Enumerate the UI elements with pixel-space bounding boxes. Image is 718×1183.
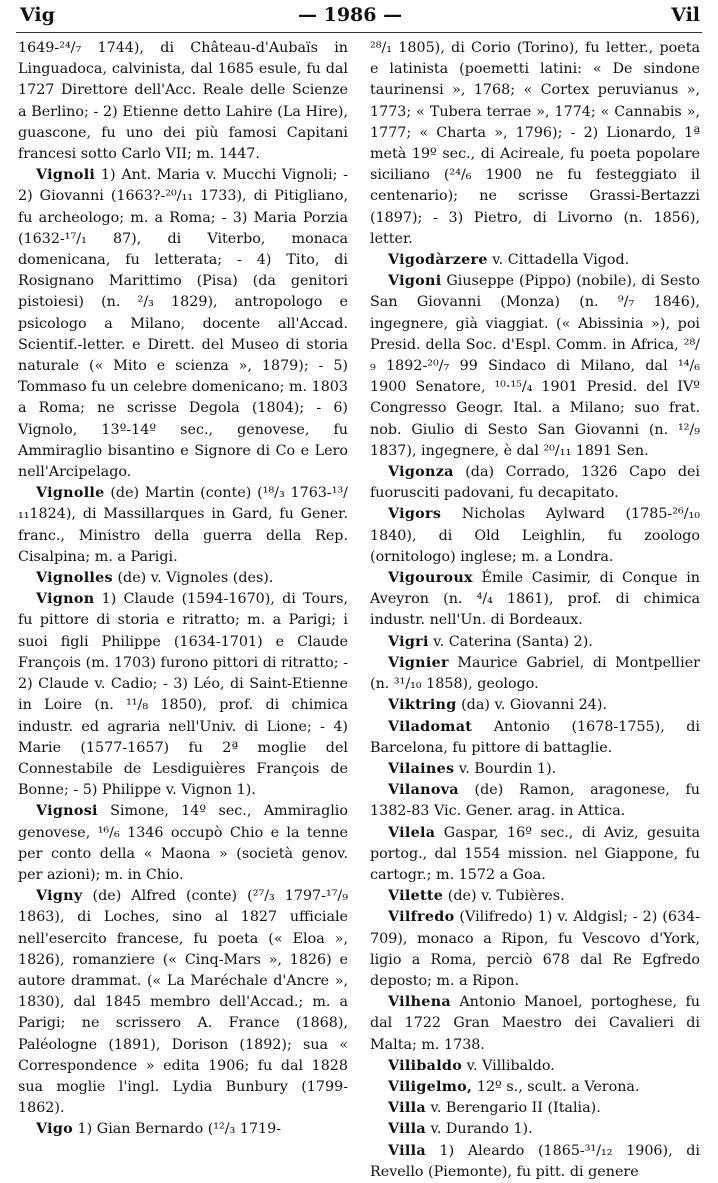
entry-text: Gaspar, 16º sec., di Aviz, gesuita portog., dal 1554 mission. nel Giappone, fu cartogr.; m. 1572 a Goa.	[370, 824, 700, 883]
entry-text: v. Durando 1).	[425, 1121, 533, 1138]
entry-headword: Vignier	[388, 654, 449, 671]
entry-text: Antonio (1678-1755), di Barcelona, fu pittore di battaglie.	[370, 718, 700, 756]
entry-text: (de) Alfred (conte) (²⁷/₃ 1797-¹⁷/₉ 1863), di Loches, sino al 1827 ufficiale nell'esercito francese, fu poeta (« Eloa », 1826), romanziere (« Cinq-Mars », 1826) e autore drammat. (« La Maréchale d'Ancre », 1830), dal 1845 membro dell'Accad.; m. a Parigi; ne scrissero A. France (1868), Paléologne (1891), Dorison (1892); sua « Correspondence » edita 1906; fu dal 1828 sua moglie l'ingl. Lydia Bunbury (1799-1862).	[18, 888, 348, 1117]
entry-headword: Vilfredo	[388, 909, 455, 926]
entry-headword: Vignosi	[36, 803, 98, 820]
dictionary-entry	[370, 1098, 700, 1119]
entry-headword: Vigors	[388, 506, 442, 523]
entry-text: Nicholas Aylward (1785-²⁶/₁₀ 1840), di Old Leighlin, fu zoologo (ornitologo) inglese; m. a Londra.	[370, 506, 700, 565]
entry-text: 1649-²⁴/₇ 1744), di Château-d'Aubaïs in Linguadoca, calvinista, dal 1685 esule, fu dal 1727 Direttore dell'Acc. Reale delle Scienze a Berlino; - 2) Etienne detto Lahire (La Hire), guascone, fu uno dei più famosi Capitani francesi sotto Carlo VII; m. 1447.	[18, 40, 348, 163]
entry-text: v. Berengario II (Italia).	[425, 1100, 601, 1117]
entry-text: 1) Ant. Maria v. Mucchi Vignoli; - 2) Giovanni (1663?-²⁰/₁₁ 1733), di Pitigliano, fu archeologo; m. a Roma; - 3) Maria Porzia (1632-¹⁷/₁ 87), di Viterbo, monaca domenicana, fu letterata; - 4) Tito, di Rosignano Marittimo (Pisa) (da genitori pistoiesi) (n. ²/₃ 1829), antropologo e psicologo a Milano, docente all'Accad. Scientif.-letter. e Dirett. del Museo di storia naturale (« Mito e scienza », 1879); - 5) Tommaso fu un celebre domenicano; m. 1803 a Roma; ne scrisse Degola (1804); - 6) Vignolo, 13º-14º sec., genovese, fu Ammiraglio bisantino e Signore di Co e Lero nell'Arcipelago.	[18, 167, 348, 481]
entry-headword: Vignolle	[36, 485, 105, 502]
dictionary-entry	[370, 568, 700, 632]
entry-text: (Vilifredo) 1) v. Aldgisl; - 2) (634-709), monaco a Ripon, fu Vescovo d'York, ligio a Roma, perciò 678 dal Re Egfredo deposto; m. a Ripon.	[370, 909, 700, 989]
entry-text: 1) Aleardo (1865-³¹/₁₂ 1906), di Revello (Piemonte), fu pitt. di genere	[370, 1142, 700, 1180]
entry-headword: Viligelmo,	[388, 1078, 473, 1095]
entry-headword: Vigo	[36, 1121, 74, 1138]
entry-headword: Villa	[388, 1142, 426, 1159]
entry-text: (de) v. Vignoles (des).	[112, 570, 274, 587]
dictionary-entry	[370, 462, 700, 504]
entry-text: Émile Casimir, di Conque in Aveyron (n. ⁴/₄ 1861), prof. di chimica industr. nell'Un. di Bordeaux.	[370, 570, 700, 629]
dictionary-entry	[370, 695, 700, 716]
dictionary-entry	[18, 886, 348, 1119]
entry-text: (de) Martin (conte) (¹⁸/₃ 1763-¹³/₁₁1824), di Massillarques in Gard, fu Gener. franc., Ministro della guerra della Rep. Cisalpina; m. a Parigi.	[18, 485, 348, 565]
entry-headword: Vigodàrzere	[388, 252, 488, 269]
entry-headword: Vigoni	[388, 273, 442, 290]
dictionary-entry	[370, 759, 700, 780]
entry-headword: Vignon	[36, 591, 95, 608]
dictionary-entry	[370, 1077, 700, 1098]
page-header	[0, 0, 718, 34]
dictionary-entry	[370, 907, 700, 992]
entry-text: v. Caterina (Santa) 2).	[428, 633, 593, 650]
header-right-guide-word: Vil	[671, 4, 700, 26]
dictionary-entry	[370, 1141, 700, 1183]
entry-headword: Vilaines	[388, 760, 455, 777]
entry-headword: Vilhena	[388, 994, 451, 1011]
dictionary-entry	[370, 1119, 700, 1140]
entry-headword: Villa	[388, 1121, 426, 1138]
dictionary-entry	[370, 632, 700, 653]
dictionary-entry	[18, 483, 348, 568]
dictionary-entry	[370, 823, 700, 887]
dictionary-entry	[370, 271, 700, 462]
dictionary-entry	[370, 653, 700, 695]
entry-headword: Vignoli	[36, 167, 96, 184]
entry-text: Simone, 14º sec., Ammiraglio genovese, ¹⁶/₆ 1346 occupò Chio e la tenne per conto della « Maona » (società genov. per azioni); m. in Chio.	[18, 803, 348, 883]
entry-headword: Vilette	[388, 888, 444, 905]
dictionary-entry	[18, 589, 348, 801]
entry-headword: Viktring	[388, 697, 457, 714]
right-column	[370, 38, 700, 1180]
entry-headword: Villa	[388, 1100, 426, 1117]
dictionary-entry	[370, 780, 700, 822]
dictionary-entry	[370, 1056, 700, 1077]
entry-text: v. Cittadella Vigod.	[487, 252, 630, 269]
entry-headword: Vignolles	[36, 570, 113, 587]
entry-text: 12º s., scult. a Verona.	[472, 1078, 640, 1095]
header-left-guide-word: Vig	[20, 4, 55, 26]
entry-text: (de) v. Tubières.	[443, 888, 565, 905]
dictionary-entry	[18, 568, 348, 589]
entry-text: Antonio Manoel, portoghese, fu dal 1722 Gran Maestro dei Cavalieri di Malta; m. 1738.	[370, 994, 700, 1053]
entry-headword: Vilibaldo	[388, 1057, 463, 1074]
dictionary-entry	[370, 250, 700, 271]
entry-headword: Vilanova	[388, 782, 459, 799]
header-rule	[16, 32, 702, 33]
entry-headword: Vigouroux	[388, 570, 473, 587]
entry-text: v. Bourdin 1).	[454, 760, 557, 777]
entry-text: v. Villibaldo.	[462, 1057, 555, 1074]
page-number: — 1986 —	[298, 4, 403, 26]
dictionary-entry	[18, 165, 348, 483]
entry-headword: Vigny	[36, 888, 83, 905]
dictionary-entry	[370, 38, 700, 250]
dictionary-entry	[370, 886, 700, 907]
entry-text: Maurice Gabriel, di Montpellier (n. ³¹/₁₀ 1858), geologo.	[370, 654, 700, 693]
entry-headword: Vigri	[388, 633, 429, 650]
entry-text: ²⁸/₁ 1805), di Corio (Torino), fu letter., poeta e latinista (poemetti latini: « De sindone taurinensi », 1768; « Cortex peruvianus », 1773; « Tubera terrae », 1774; « Cannabis », 1777; « Charta », 1796); - 2) Lionardo, 1ª metà 19º sec., di Acireale, fu poeta popolare siciliano (²⁴/₆ 1900 ne fu festeggiato il centenario); ne scrisse Grassi-Bertazzi (1897); - 3) Pietro, di Livorno (n. 1856), letter.	[370, 40, 700, 247]
entry-headword: Vigonza	[388, 464, 454, 481]
entry-text: (de) Ramon, aragonese, fu 1382-83 Vic. Gener. arag. in Attica.	[370, 782, 700, 820]
dictionary-entry	[370, 992, 700, 1056]
dictionary-entry	[18, 1119, 348, 1140]
left-column	[18, 38, 348, 1138]
entry-headword: Vilela	[388, 824, 436, 841]
entry-headword: Viladomat	[388, 718, 473, 735]
entry-text: 1) Gian Bernardo (¹²/₃ 1719-	[73, 1121, 282, 1138]
dictionary-entry	[18, 38, 348, 165]
dictionary-entry	[18, 801, 348, 886]
entry-text: (da) Corrado, 1326 Capo dei fuorusciti padovani, fu decapitato.	[370, 464, 700, 502]
dictionary-entry	[370, 717, 700, 759]
entry-text: Giuseppe (Pippo) (nobile), di Sesto San Giovanni (Monza) (n. ⁹/₇ 1846), ingegnere, già viaggiat. (« Abissinia »), poi Presid. della Soc. d'Espl. Comm. in Africa, ²⁸/₉ 1892-²⁰/₇ 99 Sindaco di Milano, dal ¹⁴/₆ 1900 Senatore, ¹⁰·¹⁵/₄ 1901 Presid. del IVº Congresso Geogr. Ital. a Milano; suo frat. nob. Giulio di Sesto San Giovanni (n. ¹²/₉ 1837), ingegnere, è dal ²⁰/₁₁ 1891 Sen.	[370, 273, 700, 459]
entry-text: (da) v. Giovanni 24).	[456, 697, 607, 714]
dictionary-entry	[370, 504, 700, 568]
entry-text: 1) Claude (1594-1670), di Tours, fu pittore di storia e ritratto; m. a Parigi; i suoi figli Philippe (1634-1701) e Claude François (m. 1703) furono pittori di ritratto; - 2) Claude v. Cadio; - 3) Léo, di Saint-Etienne in Loire (n. ¹¹/₈ 1850), prof. di chimica industr. ed agraria nell'Univ. di Lione; - 4) Marie (1577-1657) fu 2ª moglie del Connestabile de Lesdiguières François de Bonne; - 5) Philippe v. Vignon 1).	[18, 591, 348, 799]
